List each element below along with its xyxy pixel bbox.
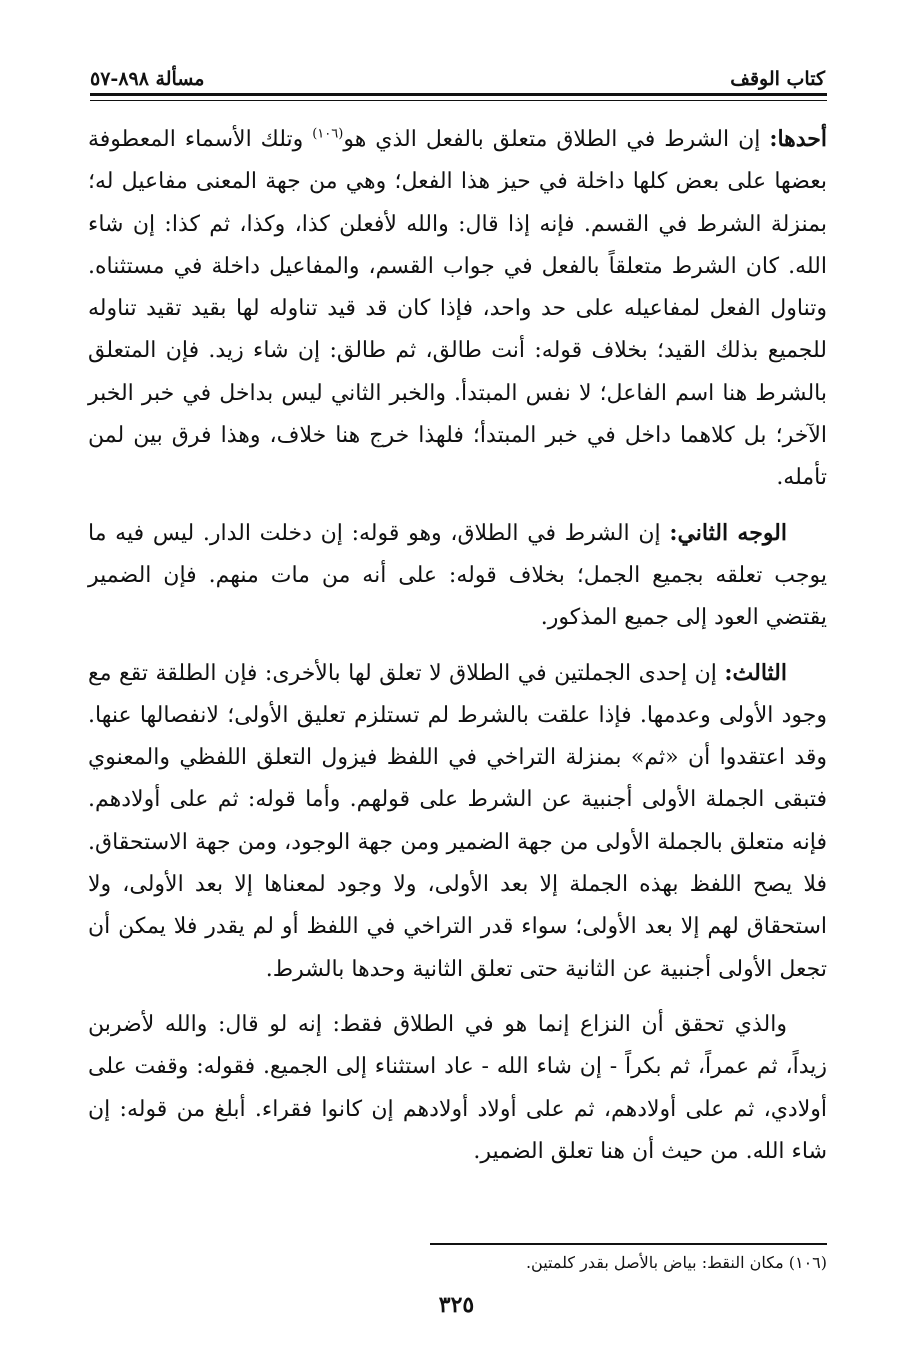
paragraph-lead: أحدها: [769,126,828,152]
paragraph-lead: الثالث: [724,659,787,686]
paragraph-first-aspect [88,118,827,500]
footnote [88,1250,827,1276]
page-number: ٣٢٥ [438,1292,475,1318]
footnote-text: مكان النقط: بياض بالأصل بقدر كلمتين. [525,1253,789,1272]
issue-reference: مسألة ٨٩٨-٥٧ [90,68,205,90]
footnote-number: (١٠٦) [788,1253,827,1272]
book-title: كتاب الوقف [730,68,825,90]
running-header [90,60,825,90]
footnote-rule [430,1243,827,1245]
paragraph-third-aspect [88,652,827,991]
footnote-reference: (١٠٦) [312,126,344,142]
paragraph-text: إن الشرط في الطلاق، وهو قوله: إن دخلت الدار. ليس فيه ما يوجب تعلقه بجميع الجمل؛ بخلاف قوله: على أنه من مات منهم. فإن الضمير يقتضي العود إلى جميع المذكور. [88,520,827,631]
header-rule-thin [90,100,827,101]
paragraph-conclusion [88,1003,827,1173]
paragraph-lead: الوجه الثاني: [669,519,787,546]
header-rule-thick [90,93,827,96]
paragraph-text: وتلك الأسماء المعطوفة بعضها على بعض كلها داخلة في حيز هذا الفعل؛ وهي من جهة المعنى مفاعيل له؛ بمنزلة الشرط في القسم. فإنه إذا قال: والله لأفعلن كذا، وكذا، ثم كذا: إن شاء الله. كان الشرط متعلقاً بالفعل في جواب القسم، والمفاعيل داخلة في مستثناه. وتناول الفعل لمفاعيله على حد واحد، فإذا كان قد قيد تناوله لها بقيد تقيد تناوله للجميع بذلك القيد؛ بخلاف قوله: أنت طالق، ثم طالق: إن شاء زيد. فإن المتعلق بالشرط هنا اسم الفاعل؛ لا نفس المبتدأ. والخبر الثاني ليس بداخل في خبر الخبر الآخر؛ بل كلاهما داخل في خبر المبتدأ؛ فلهذا خرج هنا خلاف، وهذا فرق بين لمن تأمله. [88,127,827,491]
paragraph-second-aspect [88,512,827,640]
paragraph-text: إن الشرط في الطلاق متعلق بالفعل الذي هو [343,127,770,152]
paragraph-text: والذي تحقق أن النزاع إنما هو في الطلاق فقط: إنه لو قال: والله لأضربن زيداً، ثم عمراً، ثم بكراً - إن شاء الله - عاد استثناء إلى الجميع. فقوله: وقفت على أولادي، ثم على أولادهم، ثم على أولاد أولادهم إن كانوا فقراء. أبلغ من قوله: إن شاء الله. من حيث أن هنا تعلق الضمير. [88,1011,827,1164]
main-text [88,118,827,1185]
paragraph-text: إن إحدى الجملتين في الطلاق لا تعلق لها بالأخرى: فإن الطلقة تقع مع وجود الأولى وعدمها. فإذا علقت بالشرط لم تستلزم تعليق الأولى؛ لانفصالها عنها. وقد اعتقدوا أن «ثم» بمنزلة التراخي في اللفظ فيزول التعلق اللفظي والمعنوي فتبقى الجملة الأولى أجنبية عن الشرط على قولهم. وأما قوله: ثم على أولادهم. فإنه متعلق بالجملة الأولى من جهة الضمير ومن جهة الوجود، ومن جهة الاستحقاق. فلا يصح اللفظ بهذه الجملة إلا بعد الأولى، ولا وجود لمعناها إلا بعد الأولى، ولا استحقاق لهم إلا بعد الأولى؛ سواء قدر التراخي في اللفظ أو لم يقدر فلا يمكن أن تجعل الأولى أجنبية عن الثانية حتى تعلق الثانية وحدها بالشرط. [88,660,827,982]
